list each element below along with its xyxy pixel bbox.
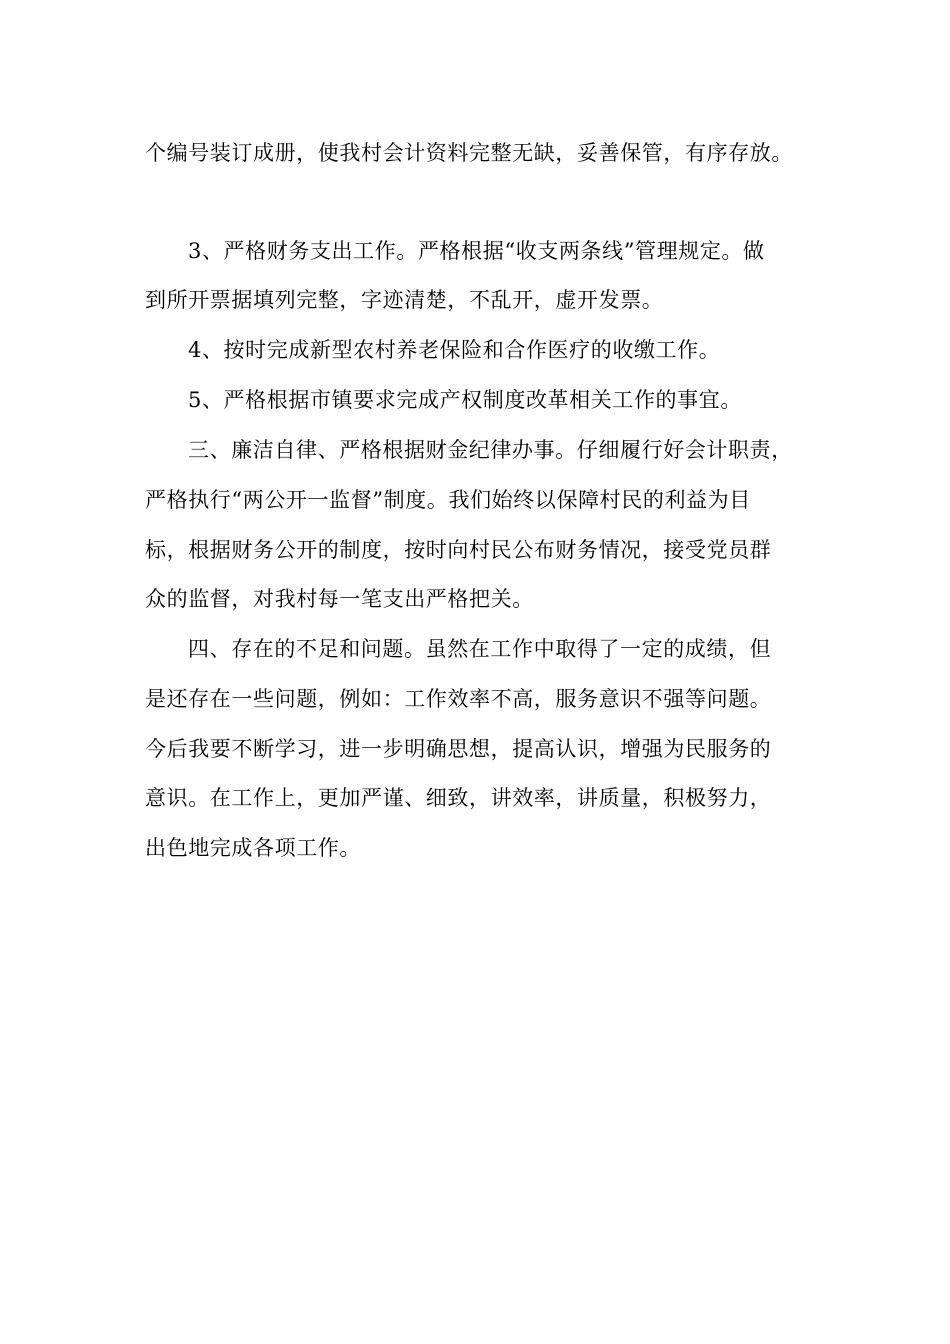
text-line-continuation: 个编号装订成册，使我村会计资料完整无缺，妥善保管，有序存放。 (145, 141, 793, 165)
section-3-line-1: 三、廉洁自律、严格根据财金纪律办事。仔细履行好会计职责， (188, 438, 793, 462)
section-4-line-3: 今后我要不断学习，进一步明确思想，提高认识，增强为民服务的 (145, 737, 772, 761)
item-4-line: 4、按时完成新型农村养老保险和合作医疗的收缴工作。 (188, 338, 721, 362)
section-4-line-1: 四、存在的不足和问题。虽然在工作中取得了一定的成绩，但 (188, 637, 772, 661)
item-5-line: 5、严格根据市镇要求完成产权制度改革相关工作的事宜。 (188, 388, 742, 412)
section-4-line-4: 意识。在工作上，更加严谨、细致，讲效率，讲质量，积极努力， (145, 786, 772, 810)
section-3-line-3: 标，根据财务公开的制度，按时向村民公布财务情况，接受党员群 (145, 538, 772, 562)
item-3-line-2: 到所开票据填列完整，字迹清楚，不乱开，虚开发票。 (145, 288, 664, 312)
section-3-line-2: 严格执行“两公开一监督”制度。我们始终以保障村民的利益为目 (145, 488, 751, 512)
section-4-line-2: 是还存在一些问题，例如：工作效率不高，服务意识不强等问题。 (145, 687, 772, 711)
section-3-line-4: 众的监督，对我村每一笔支出严格把关。 (145, 587, 534, 611)
section-4-line-5: 出色地完成各项工作。 (145, 836, 361, 860)
item-3-line-1: 3、严格财务支出工作。严格根据“收支两条线”管理规定。做 (188, 239, 765, 263)
